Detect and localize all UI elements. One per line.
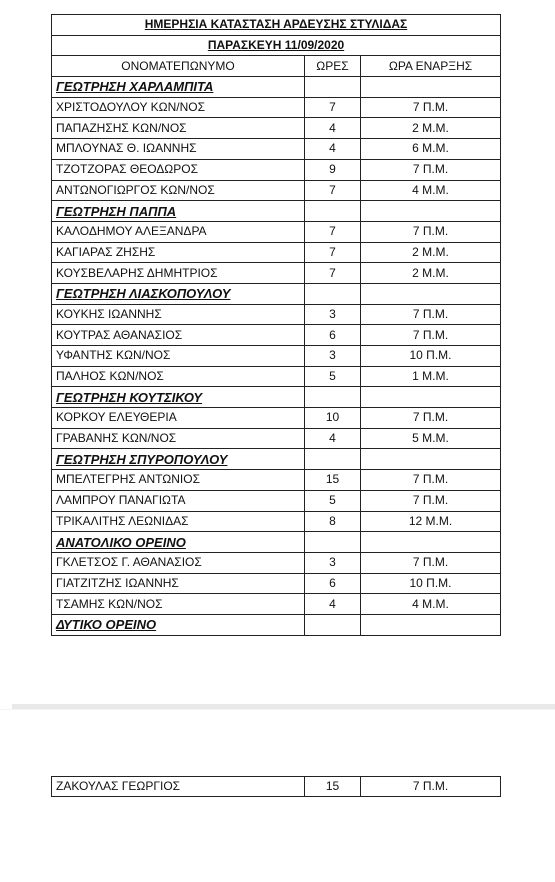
table-row (52, 221, 501, 242)
worker-name: ΥΦΑΝΤΗΣ ΚΩΝ/ΝΟΣ (52, 346, 305, 367)
group-name: ΓΕΩΤΡΗΣΗ ΧΑΡΛΑΜΠΙΤΑ (52, 77, 305, 98)
worker-hours (305, 387, 361, 408)
worker-start-time: 7 Π.Μ. (361, 97, 501, 118)
worker-start-time (361, 77, 501, 98)
worker-hours (305, 532, 361, 553)
worker-hours: 5 (305, 490, 361, 511)
irrigation-schedule-table (51, 14, 501, 636)
document-date: ΠΑΡΑΣΚΕΥΗ 11/09/2020 (52, 35, 501, 56)
worker-start-time: 2 Μ.Μ. (361, 118, 501, 139)
group-header-row (52, 387, 501, 408)
worker-start-time: 2 Μ.Μ. (361, 263, 501, 284)
column-header-hours: ΩΡΕΣ (305, 56, 361, 77)
worker-start-time: 1 Μ.Μ. (361, 366, 501, 387)
table-row (52, 470, 501, 491)
column-header-row (52, 56, 501, 77)
worker-start-time (361, 201, 501, 222)
table-row (52, 777, 501, 797)
worker-name: ΚΟΥΤΡΑΣ ΑΘΑΝΑΣΙΟΣ (52, 325, 305, 346)
worker-hours (305, 283, 361, 304)
worker-start-time: 10 Π.Μ. (361, 573, 501, 594)
table-row (52, 408, 501, 429)
worker-name: ΓΡΑΒΑΝΗΣ ΚΩΝ/ΝΟΣ (52, 428, 305, 449)
table-row (52, 366, 501, 387)
worker-start-time (361, 283, 501, 304)
worker-hours: 9 (305, 159, 361, 180)
worker-start-time: 7 Π.Μ. (361, 304, 501, 325)
worker-start-time: 5 Μ.Μ. (361, 428, 501, 449)
table-row (52, 325, 501, 346)
group-name: ΑΝΑΤΟΛΙΚΟ ΟΡΕΙΝΟ (52, 532, 305, 553)
worker-hours: 3 (305, 346, 361, 367)
worker-start-time: 7 Π.Μ. (361, 777, 501, 797)
worker-start-time: 7 Π.Μ. (361, 408, 501, 429)
group-name: ΓΕΩΤΡΗΣΗ ΠΑΠΠΑ (52, 201, 305, 222)
group-name: ΓΕΩΤΡΗΣΗ ΛΙΑΣΚΟΠΟΥΛΟΥ (52, 283, 305, 304)
table-row (52, 511, 501, 532)
worker-hours: 3 (305, 304, 361, 325)
worker-start-time (361, 532, 501, 553)
worker-hours: 8 (305, 511, 361, 532)
table-row (52, 428, 501, 449)
table-row (52, 594, 501, 615)
worker-name: ΓΙΑΤΖΙΤΖΗΣ ΙΩΑΝΝΗΣ (52, 573, 305, 594)
group-header-row (52, 449, 501, 470)
worker-name: ΚΟΡΚΟΥ ΕΛΕΥΘΕΡΙΑ (52, 408, 305, 429)
group-header-row (52, 283, 501, 304)
worker-start-time (361, 614, 501, 635)
worker-hours: 6 (305, 573, 361, 594)
group-name: ΓΕΩΤΡΗΣΗ ΚΟΥΤΣΙΚΟΥ (52, 387, 305, 408)
worker-hours: 4 (305, 139, 361, 160)
worker-hours (305, 201, 361, 222)
worker-start-time: 7 Π.Μ. (361, 552, 501, 573)
continuation-table (51, 776, 501, 797)
group-header-row (52, 614, 501, 635)
document-title: ΗΜΕΡΗΣΙΑ ΚΑΤΑΣΤΑΣΗ ΑΡΔΕΥΣΗΣ ΣΤΥΛΙΔΑΣ (52, 15, 501, 36)
worker-hours (305, 449, 361, 470)
table-row (52, 346, 501, 367)
worker-hours: 7 (305, 221, 361, 242)
worker-hours: 5 (305, 366, 361, 387)
worker-hours: 7 (305, 97, 361, 118)
worker-name: ΑΝΤΩΝΟΓΙΩΡΓΟΣ ΚΩΝ/ΝΟΣ (52, 180, 305, 201)
worker-hours: 7 (305, 180, 361, 201)
worker-hours: 4 (305, 118, 361, 139)
table-row (52, 159, 501, 180)
group-name: ΔΥΤΙΚΟ ΟΡΕΙΝΟ (52, 614, 305, 635)
worker-hours: 15 (305, 777, 361, 797)
worker-hours: 15 (305, 470, 361, 491)
table-row (52, 118, 501, 139)
worker-hours: 4 (305, 428, 361, 449)
worker-name: ΚΑΓΙΑΡΑΣ ΖΗΣΗΣ (52, 242, 305, 263)
worker-name: ΚΟΥΣΒΕΛΑΡΗΣ ΔΗΜΗΤΡΙΟΣ (52, 263, 305, 284)
table-row (52, 304, 501, 325)
table-row (52, 242, 501, 263)
worker-start-time: 12 Μ.Μ. (361, 511, 501, 532)
worker-name: ΤΣΑΜΗΣ ΚΩΝ/ΝΟΣ (52, 594, 305, 615)
worker-hours: 3 (305, 552, 361, 573)
column-header-name: ΟΝΟΜΑΤΕΠΩΝΥΜΟ (52, 56, 305, 77)
worker-hours: 4 (305, 594, 361, 615)
worker-name: ΚΟΥΚΗΣ ΙΩΑΝΝΗΣ (52, 304, 305, 325)
column-header-start: ΩΡΑ ΕΝΑΡΞΗΣ (361, 56, 501, 77)
worker-name: ΚΑΛΟΔΗΜΟΥ ΑΛΕΞΑΝΔΡΑ (52, 221, 305, 242)
worker-start-time: 7 Π.Μ. (361, 221, 501, 242)
table-row (52, 552, 501, 573)
worker-name: ΛΑΜΠΡΟΥ ΠΑΝΑΓΙΩΤΑ (52, 490, 305, 511)
group-header-row (52, 532, 501, 553)
table-row (52, 263, 501, 284)
worker-start-time: 7 Π.Μ. (361, 325, 501, 346)
worker-name: ΠΑΠΑΖΗΣΗΣ ΚΩΝ/ΝΟΣ (52, 118, 305, 139)
table-row (52, 139, 501, 160)
worker-start-time: 7 Π.Μ. (361, 470, 501, 491)
worker-hours (305, 77, 361, 98)
worker-start-time: 4 Μ.Μ. (361, 180, 501, 201)
worker-name: ΖΑΚΟΥΛΑΣ ΓΕΩΡΓΙΟΣ (52, 777, 305, 797)
worker-name: ΜΠΕΛΤΕΓΡΗΣ ΑΝΤΩΝΙΟΣ (52, 470, 305, 491)
table-row (52, 180, 501, 201)
worker-start-time: 7 Π.Μ. (361, 490, 501, 511)
worker-start-time: 2 Μ.Μ. (361, 242, 501, 263)
worker-hours: 10 (305, 408, 361, 429)
table-row (52, 573, 501, 594)
page-separator-shadow (0, 709, 555, 710)
table-row (52, 97, 501, 118)
group-header-row (52, 201, 501, 222)
worker-name: ΧΡΙΣΤΟΔΟΥΛΟΥ ΚΩΝ/ΝΟΣ (52, 97, 305, 118)
worker-start-time: 6 Μ.Μ. (361, 139, 501, 160)
worker-name: ΤΡΙΚΑΛΙΤΗΣ ΛΕΩΝΙΔΑΣ (52, 511, 305, 532)
worker-name: ΠΑΛΗΟΣ ΚΩΝ/ΝΟΣ (52, 366, 305, 387)
worker-hours: 7 (305, 263, 361, 284)
worker-hours (305, 614, 361, 635)
title-row (52, 15, 501, 36)
worker-name: ΤΖΟΤΖΟΡΑΣ ΘΕΟΔΩΡΟΣ (52, 159, 305, 180)
worker-start-time (361, 387, 501, 408)
worker-hours: 6 (305, 325, 361, 346)
worker-start-time: 4 Μ.Μ. (361, 594, 501, 615)
worker-start-time: 7 Π.Μ. (361, 159, 501, 180)
worker-start-time (361, 449, 501, 470)
worker-start-time: 10 Π.Μ. (361, 346, 501, 367)
worker-name: ΜΠΛΟΥΝΑΣ Θ. ΙΩΑΝΝΗΣ (52, 139, 305, 160)
table-row (52, 490, 501, 511)
worker-name: ΓΚΛΕΤΣΟΣ Γ. ΑΘΑΝΑΣΙΟΣ (52, 552, 305, 573)
worker-hours: 7 (305, 242, 361, 263)
group-name: ΓΕΩΤΡΗΣΗ ΣΠΥΡΟΠΟΥΛΟΥ (52, 449, 305, 470)
group-header-row (52, 77, 501, 98)
subtitle-row (52, 35, 501, 56)
